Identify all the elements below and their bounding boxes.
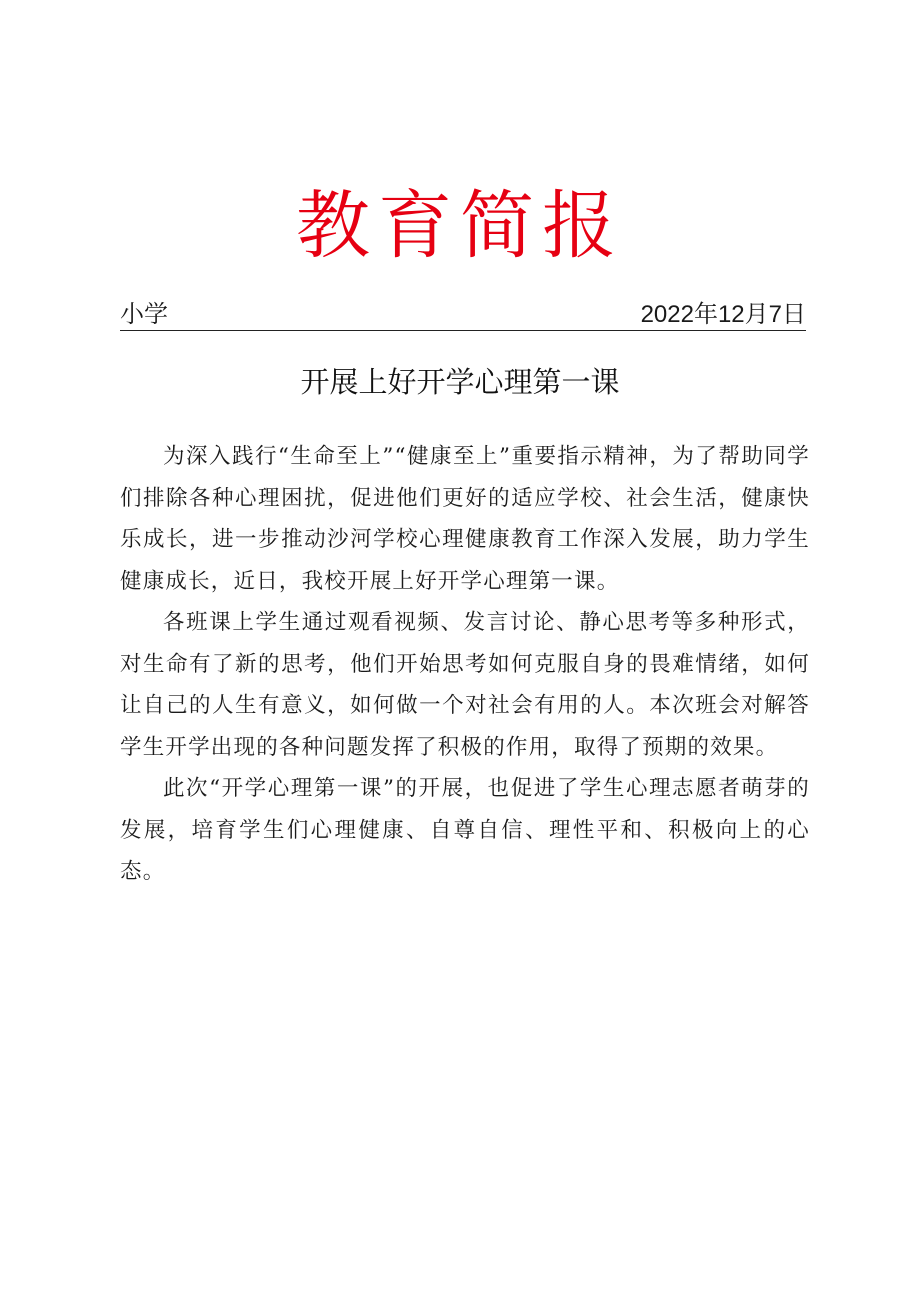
article-headline: 开展上好开学心理第一课 <box>300 365 620 399</box>
masthead-title: 教育简报 <box>296 183 624 269</box>
issue-date: 2022年12月7日 <box>640 301 806 328</box>
article-paragraph: 为深入践行“生命至上”“健康至上”重要指示精神，为了帮助同学们排除各种心理困扰，促进他们更好的适应学校、社会生活，健康快乐成长，进一步推动沙河学校心理健康教育工作深入发展，助力学生健康成长，近日，我校开展上好开学心理第一课。 <box>120 444 810 594</box>
article-paragraph: 各班课上学生通过观看视频、发言讨论、静心思考等多种形式，对生命有了新的思考，他们开始思考如何克服自身的畏难情绪，如何让自己的人生有意义，如何做一个对社会有用的人。本次班会对解答学生开学出现的各种问题发挥了积极的作用，取得了预期的效果。 <box>120 610 810 760</box>
article-paragraph: 此次“开学心理第一课”的开展，也促进了学生心理志愿者萌芽的发展，培育学生们心理健康、自尊自信、理性平和、积极向上的心态。 <box>120 776 810 884</box>
school-name: 小学 <box>120 301 168 328</box>
article-body <box>120 436 810 893</box>
dateline-bar <box>120 300 806 331</box>
